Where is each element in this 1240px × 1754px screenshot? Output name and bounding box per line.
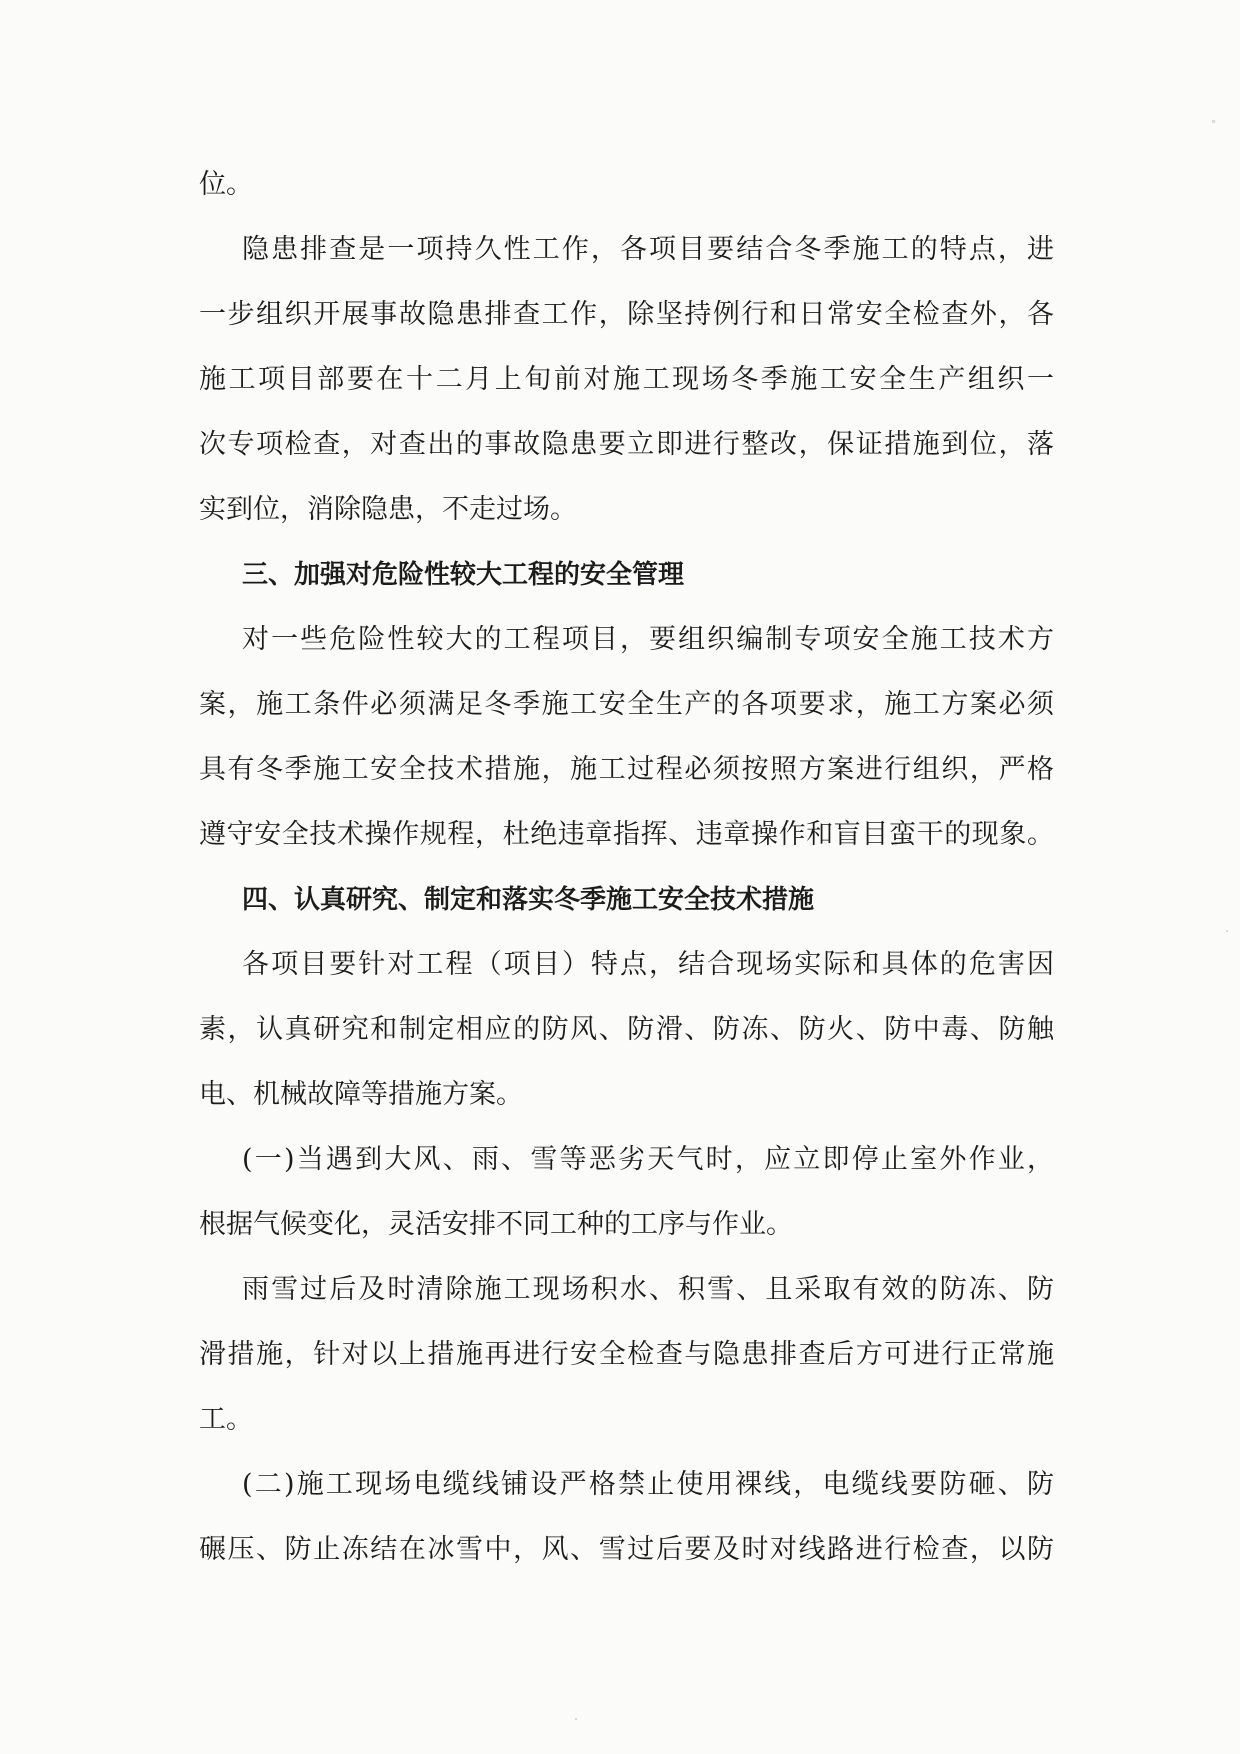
text-line-21: (二)施工现场电缆线铺设严格禁止使用裸线，电缆线要防砸、防 [242, 1469, 1054, 1500]
scan-speck [1226, 930, 1228, 932]
text-line-13: 各项目要针对工程（项目）特点，结合现场实际和具体的危害因 [242, 949, 1054, 980]
section-heading-3: 三、加强对危险性较大工程的安全管理 [242, 560, 685, 590]
text-line-10: 具有冬季施工安全技术措施，施工过程必须按照方案进行组织，严格 [199, 754, 1054, 785]
text-line-1: 位。 [199, 169, 253, 200]
text-line-22: 碾压、防止冻结在冰雪中，风、雪过后要及时对线路进行检查，以防 [199, 1534, 1054, 1565]
text-line-8: 对一些危险性较大的工程项目，要组织编制专项安全施工技术方 [242, 624, 1054, 655]
text-line-20: 工。 [199, 1404, 253, 1435]
text-line-15: 电、机械故障等措施方案。 [199, 1079, 523, 1110]
scan-speck [1212, 120, 1215, 123]
text-line-19: 滑措施，针对以上措施再进行安全检查与隐患排查后方可进行正常施 [199, 1339, 1054, 1370]
text-line-17: 根据气候变化，灵活安排不同工种的工序与作业。 [199, 1209, 793, 1240]
text-line-2: 隐患排查是一项持久性工作，各项目要结合冬季施工的特点，进 [242, 234, 1054, 265]
text-line-14: 素，认真研究和制定相应的防风、防滑、防冻、防火、防中毒、防触 [199, 1014, 1054, 1045]
text-line-6: 实到位，消除隐患，不走过场。 [199, 494, 577, 525]
text-line-16: (一)当遇到大风、雨、雪等恶劣天气时，应立即停止室外作业， [242, 1144, 1054, 1175]
text-line-3: 一步组织开展事故隐患排查工作，除坚持例行和日常安全检查外，各 [199, 299, 1054, 330]
text-line-9: 案，施工条件必须满足冬季施工安全生产的各项要求，施工方案必须 [199, 689, 1054, 720]
text-line-11: 遵守安全技术操作规程，杜绝违章指挥、违章操作和盲目蛮干的现象。 [199, 819, 1054, 850]
section-heading-4: 四、认真研究、制定和落实冬季施工安全技术措施 [242, 885, 815, 915]
scan-speck [575, 1718, 577, 1720]
text-line-18: 雨雪过后及时清除施工现场积水、积雪、且采取有效的防冻、防 [242, 1274, 1054, 1305]
text-line-4: 施工项目部要在十二月上旬前对施工现场冬季施工安全生产组织一 [199, 364, 1054, 395]
text-line-5: 次专项检查，对查出的事故隐患要立即进行整改，保证措施到位，落 [199, 429, 1054, 460]
